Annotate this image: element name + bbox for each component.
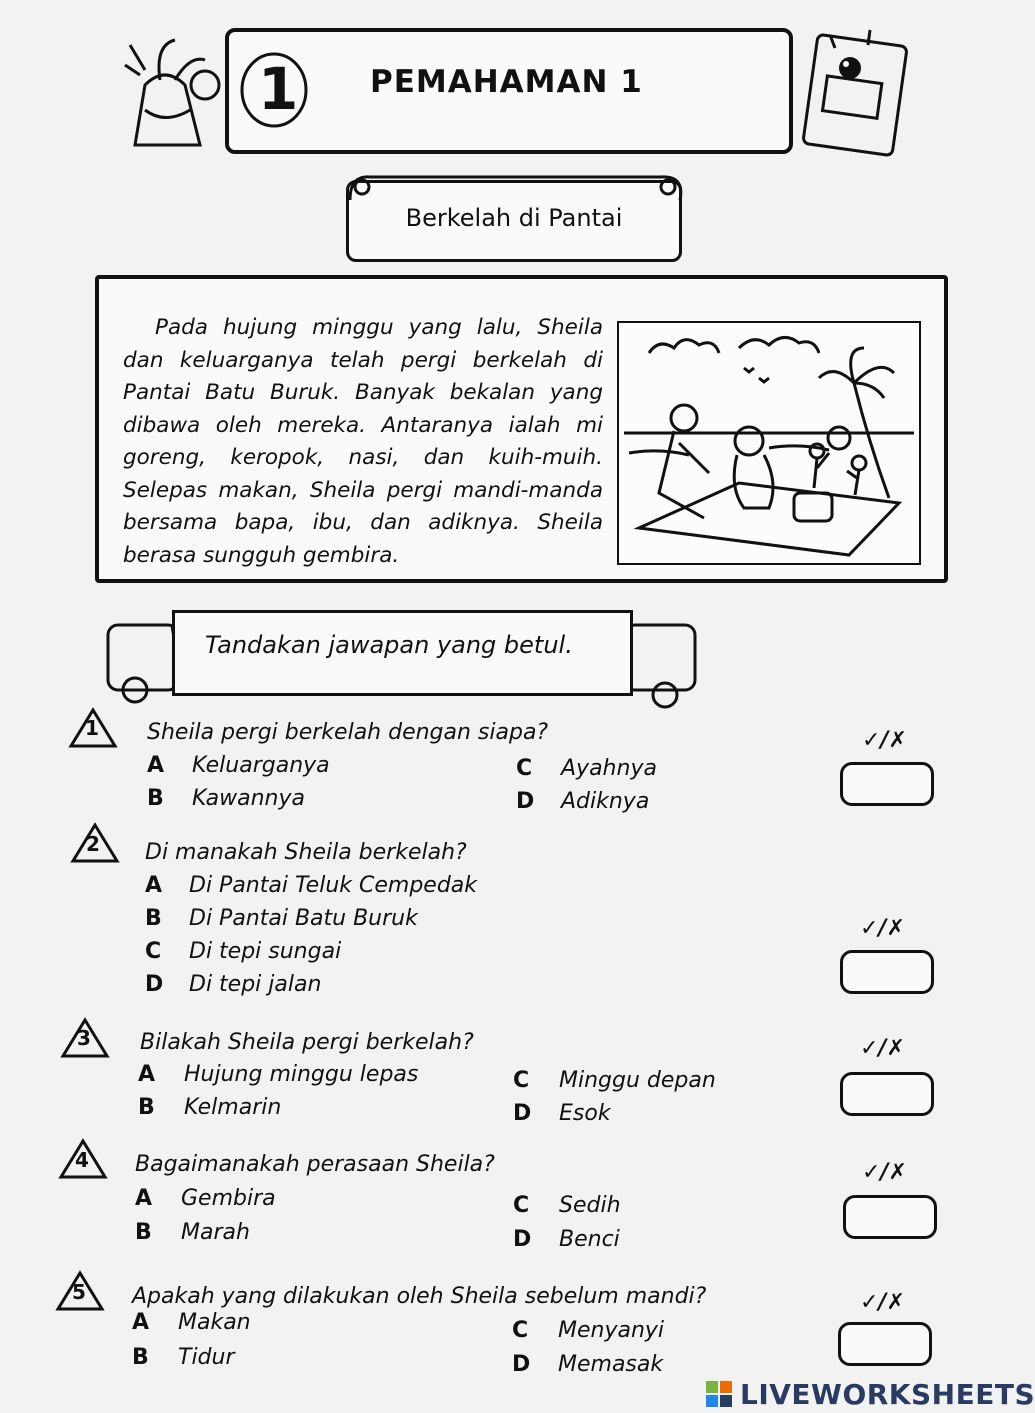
question-1-option-b[interactable]: Kawannya xyxy=(192,786,305,811)
question-4-text: Bagaimanakah perasaan Sheila? xyxy=(135,1152,495,1177)
question-3-option-b-letter: B xyxy=(138,1095,155,1120)
question-5-option-c[interactable]: Menyanyi xyxy=(558,1318,665,1343)
question-4-answer-box[interactable] xyxy=(843,1195,937,1239)
question-1-option-d-letter: D xyxy=(516,789,535,814)
story-text: Pada hujung minggu yang lalu, Sheila dan keluarganya telah pergi berkelah di Pantai Batu Buruk. Banyak bekalan yang dibawa oleh mereka. Antaranya ialah mi goreng, keropok, nasi, dan kuih-muih. Selepas makan, Sheila pergi mandi-manda bersama bapa, ibu, dan adiknya. Sheila berasa sungguh gembira. xyxy=(123,315,603,568)
question-2-text: Di manakah Sheila berkelah? xyxy=(145,840,467,865)
question-4-option-a[interactable]: Gembira xyxy=(181,1186,276,1211)
question-5-answer-box[interactable] xyxy=(838,1322,932,1366)
question-4-option-c[interactable]: Sedih xyxy=(559,1193,621,1218)
question-1-option-a[interactable]: Keluarganya xyxy=(192,753,330,778)
liveworksheets-logo-icon xyxy=(705,1380,733,1408)
question-2-option-d[interactable]: Di tepi jalan xyxy=(189,972,322,997)
question-2-option-b[interactable]: Di Pantai Batu Buruk xyxy=(189,906,418,931)
question-1-option-b-letter: B xyxy=(147,786,164,811)
question-2-option-a[interactable]: Di Pantai Teluk Cempedak xyxy=(189,873,478,898)
question-1-option-a-letter: A xyxy=(147,753,165,778)
question-1-number: 1 xyxy=(85,716,99,740)
question-2-option-d-letter: D xyxy=(145,972,164,997)
question-4-tick-label: ✓/✗ xyxy=(862,1160,907,1185)
question-4-option-c-letter: C xyxy=(513,1193,530,1218)
question-5-option-d[interactable]: Memasak xyxy=(558,1352,664,1377)
question-5-number: 5 xyxy=(72,1280,86,1304)
question-4-option-d-letter: D xyxy=(513,1227,532,1252)
question-3-option-b[interactable]: Kelmarin xyxy=(184,1095,282,1120)
question-5-option-b-letter: B xyxy=(132,1345,149,1370)
question-2-tick-label: ✓/✗ xyxy=(860,916,905,941)
question-3-option-d-letter: D xyxy=(513,1101,532,1126)
question-3-text: Bilakah Sheila pergi berkelah? xyxy=(140,1030,474,1055)
question-1-tick-label: ✓/✗ xyxy=(862,728,907,753)
question-1-option-d[interactable]: Adiknya xyxy=(561,789,650,814)
question-5-tick-label: ✓/✗ xyxy=(860,1290,905,1315)
question-3-option-c-letter: C xyxy=(513,1068,530,1093)
page-title: PEMAHAMAN 1 xyxy=(370,64,643,100)
question-3-number: 3 xyxy=(77,1026,91,1050)
question-2-option-c[interactable]: Di tepi sungai xyxy=(189,939,342,964)
liveworksheets-watermark: LIVEWORKSHEETS xyxy=(740,1378,1035,1411)
picnic-illustration xyxy=(617,321,921,565)
question-2-answer-box[interactable] xyxy=(840,950,934,994)
question-1-option-c-letter: C xyxy=(516,756,533,781)
question-2-number: 2 xyxy=(86,832,100,856)
question-3-option-d[interactable]: Esok xyxy=(559,1101,611,1126)
question-3-option-a[interactable]: Hujung minggu lepas xyxy=(184,1062,419,1087)
question-5-text: Apakah yang dilakukan oleh Sheila sebelum mandi? xyxy=(132,1284,707,1309)
header-number: 1 xyxy=(258,55,299,123)
question-2-option-a-letter: A xyxy=(145,873,163,898)
question-5-option-a-letter: A xyxy=(132,1310,150,1335)
question-4-option-b[interactable]: Marah xyxy=(181,1220,250,1245)
question-1-text: Sheila pergi berkelah dengan siapa? xyxy=(147,720,549,745)
question-4-option-b-letter: B xyxy=(135,1220,152,1245)
question-2-option-c-letter: C xyxy=(145,939,162,964)
question-3-option-a-letter: A xyxy=(138,1062,156,1087)
question-3-tick-label: ✓/✗ xyxy=(860,1036,905,1061)
story-title: Berkelah di Pantai xyxy=(405,204,623,232)
question-1-option-c[interactable]: Ayahnya xyxy=(561,756,657,781)
question-4-number: 4 xyxy=(75,1148,89,1172)
question-5-option-c-letter: C xyxy=(512,1318,529,1343)
question-2-option-b-letter: B xyxy=(145,906,162,931)
instruction-text: Tandakan jawapan yang betul. xyxy=(205,631,573,659)
question-3-answer-box[interactable] xyxy=(840,1072,934,1116)
question-5-option-b[interactable]: Tidur xyxy=(178,1345,235,1370)
question-5-option-a[interactable]: Makan xyxy=(178,1310,251,1335)
question-1-answer-box[interactable] xyxy=(840,762,934,806)
question-4-option-d[interactable]: Benci xyxy=(559,1227,620,1252)
scroll-curl-decoration xyxy=(340,165,690,205)
header-decoration-left xyxy=(105,25,245,155)
question-3-option-c[interactable]: Minggu depan xyxy=(559,1068,716,1093)
header-decoration-right xyxy=(790,20,920,160)
question-5-option-d-letter: D xyxy=(512,1352,531,1377)
question-4-option-a-letter: A xyxy=(135,1186,153,1211)
